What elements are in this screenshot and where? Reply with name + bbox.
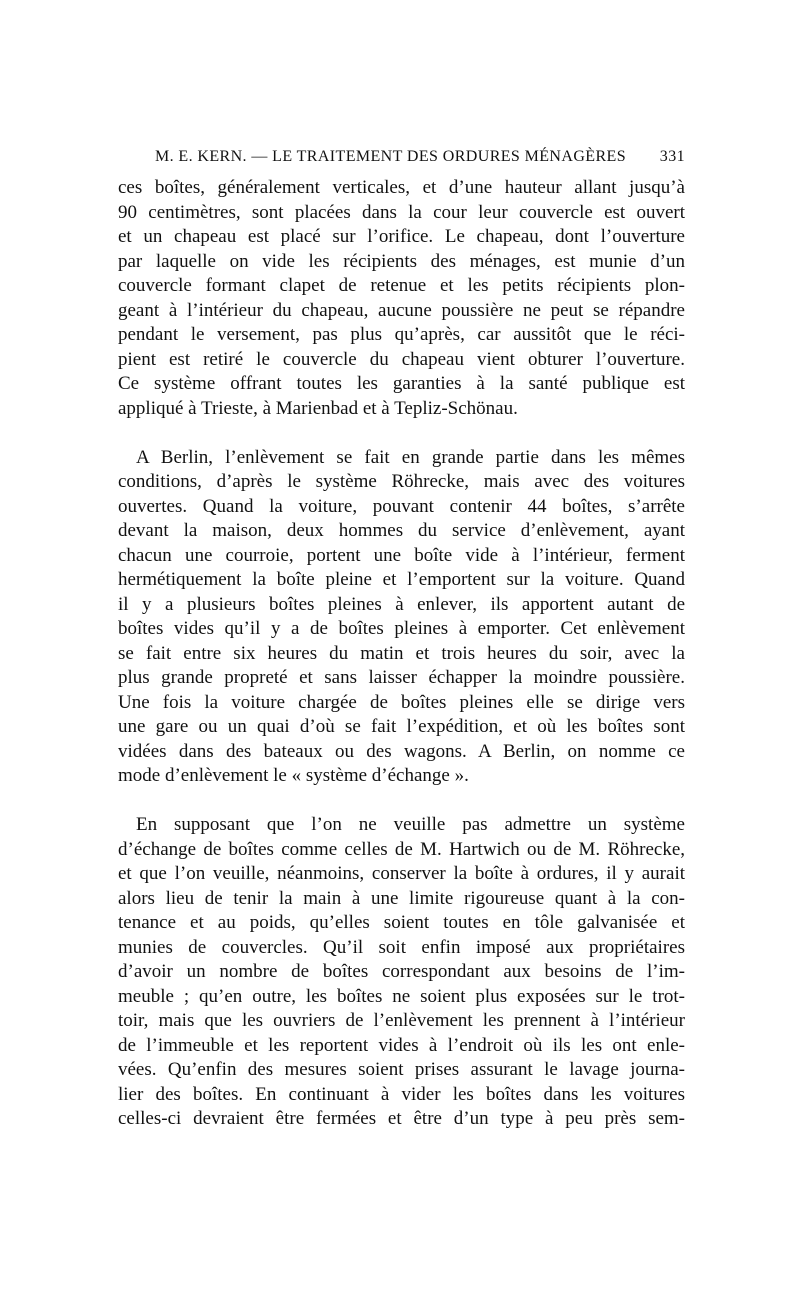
paragraph-3 [118, 813, 685, 1132]
text-line: de l’immeuble et les reportent vides à l’endroit où ils les ont enle- [118, 1034, 685, 1056]
paragraph-2 [118, 446, 685, 789]
text-line: boîtes vides qu’il y a de boîtes pleines à emporter. Cet enlèvement [118, 618, 685, 639]
text-line: mode d’enlèvement le « système d’échange ». [118, 765, 469, 786]
text-line: alors lieu de tenir la main à une limite rigoureuse quant à la con- [118, 887, 685, 909]
text-line: tenance et au poids, qu’elles soient toutes en tôle galvanisée et [118, 912, 685, 933]
text-line: d’avoir un nombre de boîtes correspondant aux besoins de l’im- [118, 961, 685, 982]
text-line: Ce système offrant toutes les garanties à la santé publique est [118, 373, 685, 394]
running-header [155, 148, 685, 170]
text-line: Une fois la voiture chargée de boîtes pleines elle se dirige vers [118, 691, 685, 713]
paragraph-spacer [118, 789, 685, 814]
text-line: vidées dans des bateaux ou des wagons. A Berlin, on nomme ce [118, 740, 685, 762]
text-line: En supposant que l’on ne veuille pas admettre un système [136, 814, 685, 835]
text-line: hermétiquement la boîte pleine et l’emportent sur la voiture. Quand [118, 569, 685, 590]
text-line: toir, mais que les ouvriers de l’enlèvement les prennent à l’intérieur [118, 1010, 685, 1031]
text-line: et un chapeau est placé sur l’orifice. Le chapeau, dont l’ouverture [118, 226, 685, 247]
running-header-title: M. E. KERN. — LE TRAITEMENT DES ORDURES MÉNAGÈRES [155, 148, 627, 165]
text-line: pient est retiré le couvercle du chapeau vient obturer l’ouverture. [118, 348, 685, 370]
text-line: une gare ou un quai d’où se fait l’expédition, et où les boîtes sont [118, 716, 685, 737]
text-line: il y a plusieurs boîtes pleines à enlever, ils apportent autant de [118, 593, 685, 615]
text-line: lier des boîtes. En continuant à vider les boîtes dans les voitures [118, 1083, 685, 1105]
text-line: et que l’on veuille, néanmoins, conserver la boîte à ordures, il y aurait [118, 863, 685, 884]
body-text [118, 176, 685, 1132]
text-line: devant la maison, deux hommes du service d’enlèvement, ayant [118, 520, 685, 541]
text-line: appliqué à Trieste, à Marienbad et à Tepliz-Schönau. [118, 397, 518, 419]
text-line: ouvertes. Quand la voiture, pouvant contenir 44 boîtes, s’arrête [118, 495, 685, 517]
text-line: A Berlin, l’enlèvement se fait en grande partie dans les mêmes [136, 446, 685, 468]
text-line: vées. Qu’enfin des mesures soient prises assurant le lavage journa- [118, 1059, 685, 1080]
text-line: pendant le versement, pas plus qu’après, car aussitôt que le réci- [118, 324, 685, 345]
text-line: munies de couvercles. Qu’il soit enfin imposé aux propriétaires [118, 936, 685, 958]
paragraph-spacer [118, 421, 685, 446]
text-line: couvercle formant clapet de retenue et les petits récipients plon- [118, 275, 685, 296]
text-line: ces boîtes, généralement verticales, et d’une hauteur allant jusqu’à [118, 177, 685, 198]
text-line: plus grande propreté et sans laisser échapper la moindre poussière. [118, 667, 685, 688]
text-line: chacun une courroie, portent une boîte vide à l’intérieur, ferment [118, 544, 685, 566]
paragraph-1 [118, 176, 685, 421]
text-line: conditions, d’après le système Röhrecke, mais avec des voitures [118, 471, 685, 492]
text-line: celles-ci devraient être fermées et être d’un type à peu près sem- [118, 1108, 685, 1129]
text-line: 90 centimètres, sont placées dans la cour leur couvercle est ouvert [118, 201, 685, 223]
text-line: meuble ; qu’en outre, les boîtes ne soient plus exposées sur le trot- [118, 985, 685, 1007]
page-number: 331 [659, 148, 685, 165]
text-line: d’échange de boîtes comme celles de M. Hartwich ou de M. Röhrecke, [118, 838, 685, 860]
text-line: par laquelle on vide les récipients des ménages, est munie d’un [118, 250, 685, 272]
text-line: geant à l’intérieur du chapeau, aucune poussière ne peut se répandre [118, 299, 685, 321]
text-line: se fait entre six heures du matin et trois heures du soir, avec la [118, 642, 685, 664]
